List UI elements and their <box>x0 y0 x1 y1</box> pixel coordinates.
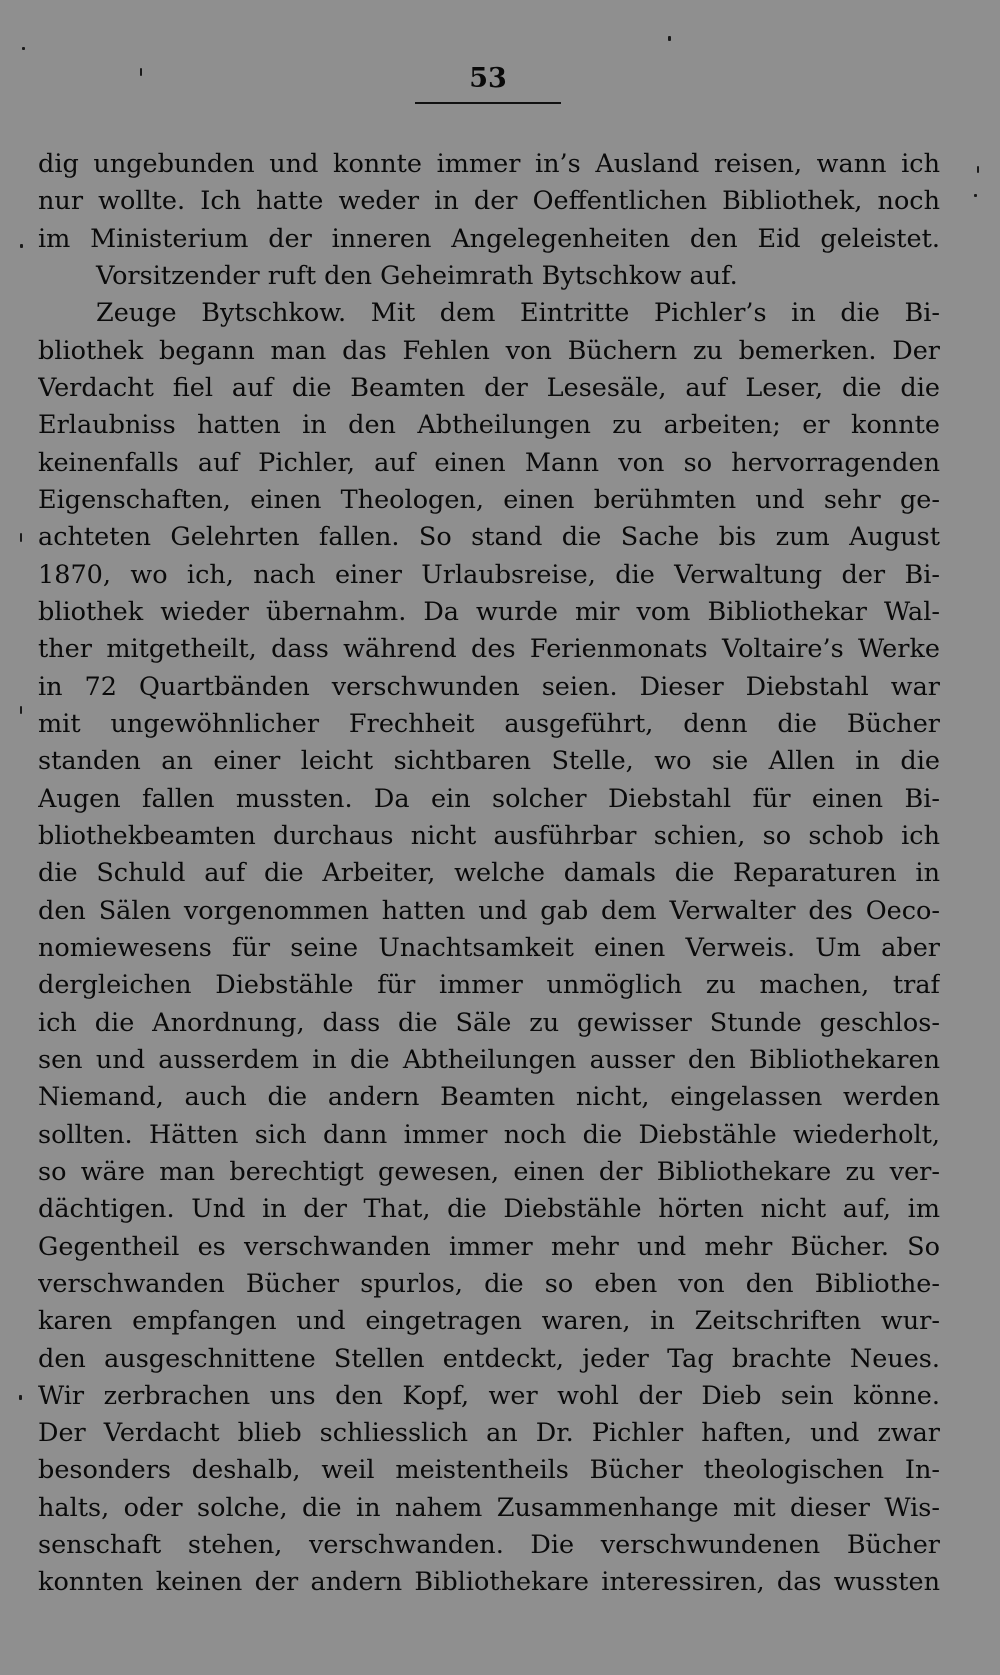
text-line: sollten. Hätten sich dann immer noch die Diebstähle wiederholt, <box>38 1119 940 1150</box>
text-line: Niemand, auch die andern Beamten nicht, eingelassen werden <box>38 1082 940 1113</box>
text-line: keinenfalls auf Pichler, auf einen Mann von so hervorragenden <box>38 447 940 478</box>
text-line: nomiewesens für seine Unachtsamkeit einen Verweis. Um aber <box>38 932 940 963</box>
scan-speck <box>974 194 977 197</box>
scan-speck <box>668 36 671 41</box>
text-line: den Sälen vorgenommen hatten und gab dem Verwalter des Oeco- <box>38 895 940 926</box>
text-line: in 72 Quartbänden verschwunden seien. Dieser Diebstahl war <box>38 671 940 702</box>
text-line: besonders deshalb, weil meistentheils Bücher theologischen In- <box>38 1455 940 1486</box>
text-line: bliothek begann man das Fehlen von Büchern zu bemerken. Der <box>38 335 940 366</box>
text-line: Eigenschaften, einen Theologen, einen berühmten und sehr ge- <box>38 484 940 515</box>
text-line: Verdacht fiel auf die Beamten der Lesesäle, auf Leser, die die <box>38 372 940 403</box>
page-number: 53 <box>469 63 507 94</box>
scan-speck <box>22 47 25 50</box>
text-line: senschaft stehen, verschwanden. Die verschwundenen Bücher <box>38 1530 940 1561</box>
text-line: halts, oder solche, die in nahem Zusammenhange mit dieser Wis- <box>38 1492 940 1523</box>
text-line: Erlaubniss hatten in den Abtheilungen zu arbeiten; er konnte <box>38 410 940 441</box>
text-line: Augen fallen mussten. Da ein solcher Diebstahl für einen Bi- <box>38 783 940 814</box>
text-line: dig ungebunden und konnte immer in’s Ausland reisen, wann ich <box>38 149 940 179</box>
text-line: konnten keinen der andern Bibliothekare interessiren, das wussten <box>38 1567 940 1598</box>
text-line: standen an einer leicht sichtbaren Stelle, wo sie Allen in die <box>38 746 940 777</box>
text-line: karen empfangen und eingetragen waren, in Zeitschriften wur- <box>38 1306 940 1337</box>
scan-speck <box>20 244 23 248</box>
text-line: dächtigen. Und in der That, die Diebstähle hörten nicht auf, im <box>38 1194 940 1225</box>
text-line: Der Verdacht blieb schliesslich an Dr. Pichler haften, und zwar <box>38 1418 940 1449</box>
text-line: verschwanden Bücher spurlos, die so eben von den Bibliothe- <box>38 1268 940 1299</box>
text-line: die Schuld auf die Arbeiter, welche damals die Reparaturen in <box>38 858 940 889</box>
text-line: so wäre man berechtigt gewesen, einen der Bibliothekare zu ver- <box>38 1156 940 1187</box>
scan-speck <box>977 166 979 173</box>
scan-speck <box>20 533 22 542</box>
page-header <box>415 62 561 104</box>
text-line: Zeuge Bytschkow. Mit dem Eintritte Pichler’s in die Bi- <box>96 298 940 329</box>
text-line: ich die Anordnung, dass die Säle zu gewisser Stunde geschlos- <box>38 1007 940 1038</box>
text-line: Gegentheil es verschwanden immer mehr und mehr Bücher. So <box>38 1231 940 1262</box>
scan-speck <box>140 68 142 76</box>
text-line: dergleichen Diebstähle für immer unmöglich zu machen, traf <box>38 970 940 1001</box>
text-line: bliothekbeamten durchaus nicht ausführbar schien, so schob ich <box>38 820 940 851</box>
header-rule <box>415 102 561 104</box>
text-line: sen und ausserdem in die Abtheilungen ausser den Bibliothekaren <box>38 1044 940 1075</box>
text-line: achteten Gelehrten fallen. So stand die Sache bis zum August <box>38 522 940 553</box>
scan-speck <box>20 706 22 714</box>
text-line: nur wollte. Ich hatte weder in der Oeffentlichen Bibliothek, noch <box>38 186 940 217</box>
text-line: 1870, wo ich, nach einer Urlaubsreise, die Verwaltung der Bi- <box>38 559 940 590</box>
text-body <box>38 146 940 1602</box>
text-line: mit ungewöhnlicher Frechheit ausgeführt, denn die Bücher <box>38 708 940 739</box>
text-line: bliothek wieder übernahm. Da wurde mir vom Bibliothekar Wal- <box>38 596 940 627</box>
text-line: Wir zerbrachen uns den Kopf, wer wohl der Dieb sein könne. <box>38 1380 940 1411</box>
text-line: Vorsitzender ruft den Geheimrath Bytschkow auf. <box>96 260 738 291</box>
text-line: im Ministerium der inneren Angelegenheiten den Eid geleistet. <box>38 223 940 254</box>
text-line: den ausgeschnittene Stellen entdeckt, jeder Tag brachte Neues. <box>38 1343 940 1374</box>
scan-speck <box>19 1395 22 1400</box>
text-line: ther mitgetheilt, dass während des Ferienmonats Voltaire’s Werke <box>38 634 940 665</box>
